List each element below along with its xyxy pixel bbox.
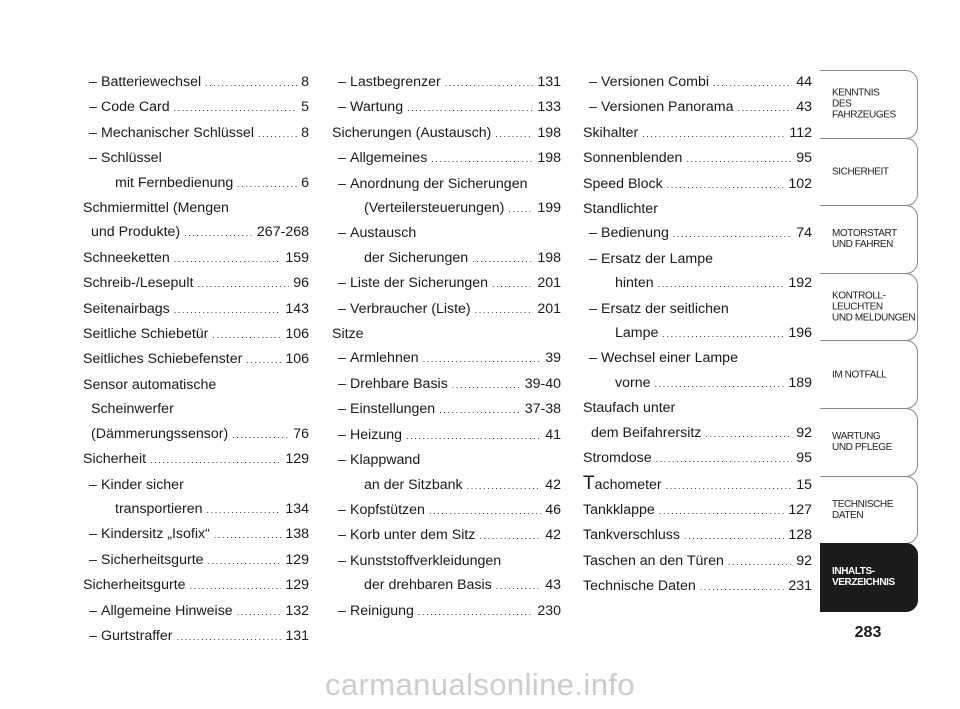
dot-leader [658, 272, 785, 296]
index-entry [583, 396, 812, 446]
index-term: Seitenairbags [83, 300, 170, 317]
sub-entry-dash: – [589, 74, 597, 90]
index-term: an der Sitzbank [364, 476, 463, 493]
index-entry [332, 523, 561, 548]
index-entry [332, 121, 561, 146]
chapter-tab-label: INHALTS- VERZEICHNIS [832, 566, 895, 589]
index-term: Taschen an den Türen [583, 552, 724, 569]
sub-entry-dash: – [338, 602, 346, 619]
index-entry [83, 146, 309, 196]
index-entry [583, 574, 812, 599]
chapter-tab-label: MOTORSTART UND FAHREN [832, 228, 897, 251]
sub-entry-dash: – [589, 99, 597, 116]
index-term: Wechsel einer Lampe [601, 350, 738, 367]
index-entry [332, 599, 561, 624]
watermark: carmanualsonline.info [325, 667, 635, 702]
sub-entry-dash: – [338, 452, 346, 469]
page-reference: 143 [285, 300, 309, 317]
index-term: Klappwand [350, 452, 421, 469]
page-number: 283 [854, 624, 882, 641]
index-term: Lastbegrenzer [350, 74, 441, 90]
dot-leader [655, 372, 785, 396]
index-term: Heizung [350, 426, 403, 443]
index-entry [332, 549, 561, 599]
index-term: Code Card [101, 99, 170, 116]
index-entry [583, 146, 812, 171]
sub-entry-dash: – [89, 124, 97, 141]
index-term: der Sicherungen [364, 249, 469, 266]
index-term: Korb unter dem Sitz [350, 527, 476, 544]
dot-leader [659, 499, 785, 523]
dot-leader [174, 247, 282, 271]
index-term: und Produkte) [91, 224, 181, 241]
index-entry [83, 322, 309, 347]
page-reference: 39 [545, 350, 561, 367]
dot-leader [214, 523, 282, 547]
dot-leader [705, 422, 792, 446]
dot-leader [508, 197, 533, 221]
chapter-tab[interactable] [820, 273, 918, 342]
dot-leader [728, 550, 792, 574]
dot-leader [738, 96, 793, 120]
dot-leader [150, 448, 281, 472]
index-term: Bedienung [601, 225, 669, 242]
page-reference: 129 [285, 451, 309, 468]
dot-leader [177, 625, 282, 649]
dot-leader [258, 122, 297, 146]
index-term: Ersatz der Lampe [601, 250, 713, 267]
index-entry [83, 297, 309, 322]
page-reference: 106 [285, 326, 309, 343]
page-reference: 198 [537, 249, 561, 266]
dot-leader [232, 423, 289, 447]
index-term: (Verteilersteuerungen) [364, 200, 505, 217]
page-reference: 43 [545, 577, 561, 594]
index-term: Seitliches Schiebefenster [83, 351, 243, 368]
index-term: Liste der Sicherungen [350, 275, 489, 292]
page-reference: 102 [788, 175, 812, 192]
sub-entry-dash: – [338, 527, 346, 544]
page-reference: 42 [545, 476, 561, 493]
index-term: Armlehnen [350, 350, 419, 367]
index-term: Batteriewechsel [101, 74, 202, 90]
page-reference: 106 [285, 351, 309, 368]
index-term: Tankverschluss [583, 527, 680, 544]
chapter-tab[interactable] [820, 408, 918, 477]
page-reference: 199 [537, 200, 561, 217]
index-term: vorne [615, 374, 651, 391]
index-entry [332, 423, 561, 448]
index-entry [583, 498, 812, 523]
index-entry [332, 397, 561, 422]
dot-leader [642, 122, 785, 146]
index-entry [332, 95, 561, 120]
sub-entry-dash: – [89, 476, 97, 493]
page-reference: 138 [285, 526, 309, 543]
index-term: Drehbare Basis [350, 375, 448, 392]
chapter-tab[interactable] [820, 340, 918, 409]
page-reference: 267-268 [256, 224, 309, 241]
page-reference: 131 [537, 74, 561, 90]
page-reference: 159 [285, 249, 309, 266]
chapter-tab-label: WARTUNG UND PFLEGE [832, 431, 892, 454]
sub-entry-dash: – [589, 225, 597, 242]
dot-leader [205, 71, 297, 95]
dot-leader [439, 398, 521, 422]
index-term: transportieren [115, 500, 203, 517]
index-entry [83, 347, 309, 372]
sub-entry-dash: – [89, 150, 97, 167]
dot-leader [667, 173, 785, 197]
index-entry [332, 146, 561, 171]
index-term: mit Fernbedienung [115, 174, 234, 191]
index-entry [83, 373, 309, 447]
index-term: Kindersitz „Isofix“ [101, 526, 210, 543]
page-reference: 127 [788, 501, 812, 518]
index-entry [583, 172, 812, 197]
dot-leader [662, 322, 784, 346]
dot-leader [495, 122, 533, 146]
index-term: Sicherungen (Austausch) [332, 124, 492, 141]
index-entry [583, 121, 812, 146]
sub-entry-dash: – [89, 627, 97, 644]
index-entry [583, 197, 812, 221]
index-term: Allgemeine Hinweise [101, 602, 233, 619]
index-term: Mechanischer Schlüssel [101, 124, 254, 141]
index-column-2 [332, 70, 561, 624]
index-term: Tachometer [583, 472, 662, 494]
index-entry [583, 549, 812, 574]
index-term: Tankklappe [583, 501, 655, 518]
index-term: Ersatz der seitlichen [601, 300, 729, 317]
index-entry [332, 297, 561, 322]
page-reference: 74 [796, 225, 812, 242]
page-reference: 134 [285, 500, 309, 517]
index-term: Staufach unter [583, 400, 676, 417]
page-reference: 131 [285, 627, 309, 644]
index-term: Anordnung der Sicherungen [350, 175, 528, 192]
sub-entry-dash: – [338, 300, 346, 317]
page-reference: 8 [301, 74, 309, 90]
chapter-tab[interactable] [820, 543, 918, 612]
page-reference: 43 [796, 99, 812, 116]
page-reference: 230 [537, 602, 561, 619]
dot-leader [208, 549, 282, 573]
dot-leader [684, 524, 784, 548]
page-reference: 129 [285, 577, 309, 594]
dot-leader [237, 600, 282, 624]
page-reference: 95 [796, 450, 812, 467]
index-term: Gurtstraffer [101, 627, 173, 644]
chapter-tab-label: KENNTNIS DES FAHRZEUGES [832, 87, 896, 121]
index-entry [583, 472, 812, 498]
sub-entry-dash: – [589, 300, 597, 317]
index-term: (Dämmerungssensor) [91, 425, 229, 442]
sub-entry-dash: – [338, 275, 346, 292]
sub-entry-dash: – [338, 552, 346, 569]
dot-leader [492, 272, 533, 296]
index-entry [83, 522, 309, 547]
index-term: Allgemeines [350, 150, 428, 167]
sub-entry-dash: – [589, 350, 597, 367]
dot-leader [479, 524, 541, 548]
dot-leader [197, 272, 289, 296]
index-term: dem Beifahrersitz [591, 424, 702, 441]
sub-entry-dash: – [338, 350, 346, 367]
sub-entry-dash: – [338, 225, 346, 242]
page-reference: 201 [537, 275, 561, 292]
dot-leader [174, 96, 297, 120]
index-term: Kinder sicher [101, 476, 184, 493]
sub-entry-dash: – [89, 602, 97, 619]
chapter-tab-label: IM NOTFALL [832, 369, 887, 381]
index-entry [583, 346, 812, 396]
chapter-tab-label: TECHNISCHE DATEN [832, 498, 894, 521]
index-entry [83, 447, 309, 472]
index-entry [332, 448, 561, 498]
sub-entry-dash: – [89, 551, 97, 568]
index-entry [83, 548, 309, 573]
index-term: Technische Daten [583, 578, 696, 595]
index-entry [83, 271, 309, 296]
index-entry [332, 172, 561, 222]
page-reference: 46 [545, 501, 561, 518]
dot-leader [212, 323, 281, 347]
index-term: Schmiermittel (Mengen [83, 200, 229, 217]
index-entry [583, 95, 812, 120]
page-reference: 41 [545, 426, 561, 443]
page-reference: 37-38 [524, 401, 561, 418]
dot-leader [406, 424, 541, 448]
index-term: Speed Block [583, 175, 663, 192]
index-term: Kopfstützen [350, 501, 425, 518]
index-term: Sonnenblenden [583, 150, 683, 167]
dot-leader [673, 222, 792, 246]
index-entry [83, 121, 309, 146]
index-column-3 [583, 70, 812, 600]
sub-entry-dash: – [89, 526, 97, 543]
index-term: Sensor automatische [83, 376, 217, 393]
index-term: Sicherheitsgurte [101, 551, 204, 568]
index-term: Versionen Combi [601, 74, 710, 90]
index-entry [583, 523, 812, 548]
sub-entry-dash: – [338, 175, 346, 192]
dot-leader [407, 96, 533, 120]
chapter-tab[interactable] [820, 70, 918, 139]
page-reference: 201 [537, 300, 561, 317]
sub-entry-dash: – [338, 150, 346, 167]
index-entry [83, 70, 309, 95]
dot-leader [184, 221, 253, 245]
index-term: der drehbaren Basis [364, 577, 492, 594]
index-entry [332, 322, 561, 346]
dot-leader [656, 447, 793, 471]
page-reference: 112 [789, 124, 812, 141]
index-entry [332, 498, 561, 523]
page-reference: 42 [545, 527, 561, 544]
dot-leader [475, 298, 534, 322]
dot-leader [666, 474, 793, 498]
dot-leader [429, 499, 541, 523]
index-entry [583, 221, 812, 246]
dot-leader [452, 373, 521, 397]
index-entry [83, 95, 309, 120]
page-reference: 231 [788, 578, 812, 595]
page-reference: 129 [285, 551, 309, 568]
index-term: Scheinwerfer [91, 401, 174, 418]
page-reference: 5 [301, 99, 309, 116]
index-entry [332, 372, 561, 397]
index-entry [332, 221, 561, 271]
index-term: Schneeketten [83, 249, 170, 266]
index-term: Stromdose [583, 450, 652, 467]
page-reference: 198 [537, 150, 561, 167]
page-reference: 192 [788, 275, 812, 292]
index-term: Austausch [350, 225, 417, 242]
dot-leader [423, 347, 542, 371]
sub-entry-dash: – [338, 501, 346, 518]
page-reference: 132 [285, 602, 309, 619]
index-term: Seitliche Schiebetür [83, 326, 209, 343]
page-reference: 8 [301, 124, 309, 141]
index-term: Schreib-/Lesepult [83, 275, 194, 292]
index-column-1 [83, 70, 309, 649]
index-term: Sitze [332, 326, 364, 343]
sub-entry-dash: – [589, 250, 597, 267]
page-reference: 76 [293, 425, 309, 442]
index-entry [332, 346, 561, 371]
dot-leader [418, 600, 533, 624]
index-entry [83, 573, 309, 598]
index-term: Kunststoffverkleidungen [350, 552, 502, 569]
dot-leader [686, 147, 792, 171]
page-reference: 39-40 [524, 375, 561, 392]
chapter-tab[interactable] [820, 138, 918, 207]
page-reference: 95 [796, 150, 812, 167]
index-entry [83, 196, 309, 246]
sub-entry-dash: – [89, 99, 97, 116]
index-entry [83, 599, 309, 624]
page-reference: 15 [796, 476, 812, 493]
dot-leader [445, 71, 534, 95]
page-reference: 92 [796, 552, 812, 569]
dot-leader [700, 575, 785, 599]
index-term: Standlichter [583, 201, 658, 218]
dot-leader [496, 574, 541, 598]
index-term: Schlüssel [101, 150, 162, 167]
chapter-tab[interactable] [820, 476, 918, 545]
index-term: Einstellungen [350, 401, 436, 418]
page-reference: 133 [537, 99, 561, 116]
dot-leader [207, 498, 282, 522]
index-term: hinten [615, 275, 654, 292]
index-entry [83, 473, 309, 523]
dot-leader [431, 147, 533, 171]
sub-entry-dash: – [338, 99, 346, 116]
dot-leader [237, 172, 297, 196]
index-entry [583, 297, 812, 347]
index-term: Lampe [615, 325, 659, 342]
sub-entry-dash: – [338, 426, 346, 443]
index-term: Sicherheit [83, 451, 147, 468]
sub-entry-dash: – [89, 74, 97, 90]
page-reference: 6 [301, 174, 309, 191]
chapter-tab[interactable] [820, 205, 918, 274]
index-term: Skihalter [583, 124, 639, 141]
dot-leader [190, 574, 282, 598]
dot-leader [472, 247, 533, 271]
dot-leader [174, 298, 282, 322]
index-entry [583, 446, 812, 471]
page-reference: 198 [537, 124, 561, 141]
page-reference: 44 [796, 74, 812, 90]
index-entry [332, 271, 561, 296]
sub-entry-dash: – [338, 375, 346, 392]
chapter-tab-bar [820, 70, 918, 612]
dot-leader [713, 71, 792, 95]
page-reference: 128 [788, 527, 812, 544]
chapter-tab-label: KONTROLL- LEUCHTEN UND MELDUNGEN [832, 290, 916, 324]
dot-leader [246, 348, 281, 372]
sub-entry-dash: – [338, 401, 346, 418]
sub-entry-dash: – [338, 74, 346, 90]
index-term: Verbraucher (Liste) [350, 300, 471, 317]
dot-leader [467, 474, 542, 498]
index-term: Reinigung [350, 602, 414, 619]
page-reference: 189 [788, 374, 812, 391]
index-entry [332, 70, 561, 95]
page-reference: 96 [293, 275, 309, 292]
page-reference: 196 [788, 325, 812, 342]
index-entry [83, 246, 309, 271]
page-reference: 92 [796, 424, 812, 441]
index-term: Sicherheitsgurte [83, 577, 186, 594]
chapter-tab-label: SICHERHEIT [832, 166, 889, 178]
index-term: Wartung [350, 99, 404, 116]
index-entry [83, 624, 309, 649]
index-entry [583, 70, 812, 95]
index-entry [583, 247, 812, 297]
index-term: Versionen Panorama [601, 99, 734, 116]
